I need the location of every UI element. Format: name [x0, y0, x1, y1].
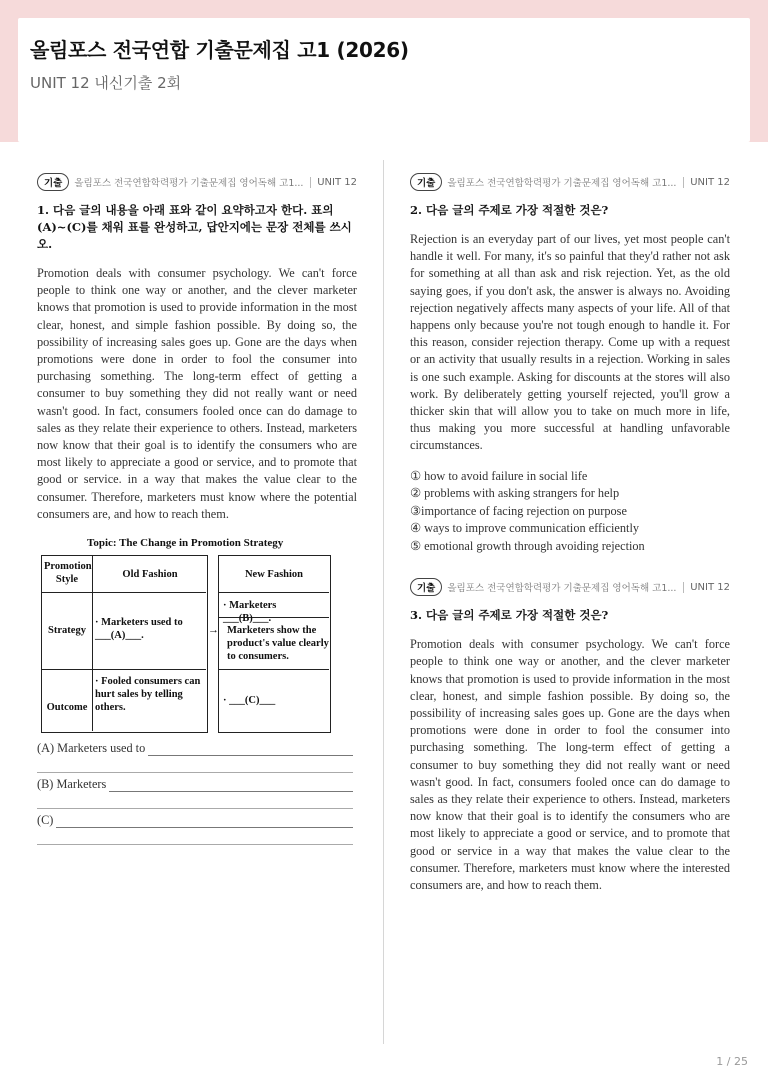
answer-extra-line[interactable] [37, 756, 353, 773]
question-unit: UNIT 12 [683, 177, 730, 188]
arrow-icon: → [208, 624, 219, 637]
answer-extra-line[interactable] [37, 828, 353, 845]
row-outcome-label: Outcome [46, 702, 88, 714]
answer-blank-b[interactable] [109, 780, 353, 792]
answer-blank-c[interactable] [56, 816, 353, 828]
answer-line-a[interactable] [37, 739, 357, 756]
new-strategy-cell: Marketers show the product's value clearly to consumers. [227, 625, 329, 663]
question-source: 올림포스 전국연합학력평가 기출문제집 영어독해 고1... [447, 583, 677, 595]
source-badge: 기출 [37, 173, 69, 191]
header-old-fashion: Old Fashion [122, 569, 178, 581]
answer-label-b: (B) Marketers [37, 777, 107, 792]
answer-label-a: (A) Marketers used to [37, 741, 146, 756]
old-fashion-table [41, 555, 208, 733]
question-header [410, 577, 730, 597]
page-number: 1 / 25 [716, 1055, 748, 1068]
old-outcome-cell: · Fooled consumers can hurt sales by telling others. [95, 676, 201, 714]
document-title: 올림포스 전국연합 기출문제집 고1 (2026) [30, 38, 409, 62]
figure-topic: Topic: The Change in Promotion Strategy [87, 537, 284, 550]
row-strategy-label: Strategy [48, 625, 86, 637]
right-column [410, 172, 730, 894]
choice-4[interactable]: ④ ways to improve communication efficiently [410, 521, 640, 536]
source-badge: 기출 [410, 578, 442, 596]
answer-area [37, 739, 357, 845]
choice-2[interactable]: ② problems with asking strangers for help [410, 486, 620, 501]
choice-1[interactable]: ① how to avoid failure in social life [410, 468, 588, 483]
new-outcome-cell: · ___(C)___ [223, 695, 276, 707]
answer-label-c: (C) [37, 813, 54, 828]
column-divider [383, 160, 384, 1044]
choice-5[interactable]: ⑤ emotional growth through avoiding rejection [410, 538, 645, 553]
question-source: 올림포스 전국연합학력평가 기출문제집 영어독해 고1... [74, 178, 304, 189]
source-badge: 기출 [410, 173, 442, 191]
question-header [410, 172, 730, 192]
choice-3[interactable]: ③importance of facing rejection on purpose [410, 503, 627, 518]
question-passage: Promotion deals with consumer psychology. We can't force people to think one way or another, and the clever marketer knows that promotion is used to provide information in the most clear, honest, and simple fashion possible. By doing so, the possibility of increasing sales goes up. Gone are the days when promotions were done in order to fool the consumer into purchasing something. The long-term effect of getting a consumer to buy something they did not really want or need wasn't good. In fact, consumers fooled once can do damage to sales as they relate their experience to others. Instead, marketers now know that their goal is to identify the consumers who are most likely to appreciate a good or service, and to promote that good or service in a way that makes the value clear to the consumer. Therefore, marketers must know where the interested consumers are, and how to reach them. [410, 637, 730, 892]
answer-line-c[interactable] [37, 811, 357, 828]
left-column [37, 172, 357, 845]
answer-line-b[interactable] [37, 775, 357, 792]
question-source: 올림포스 전국연합학력평가 기출문제집 영어독해 고1... [447, 178, 677, 189]
question-title: 1. 다음 글의 내용을 아래 표와 같이 요약하고자 한다. 표의 (A)~(C)를 채워 표를 완성하고, 답안지에는 문장 전체를 쓰시오. [37, 203, 352, 251]
new-fashion-table [218, 555, 331, 733]
answer-choices [410, 468, 730, 556]
question-header [37, 172, 357, 192]
question-title: 3. 다음 글의 주제로 가장 적절한 것은? [410, 608, 609, 623]
question-unit: UNIT 12 [310, 177, 357, 188]
question-passage: Rejection is an everyday part of our lives, yet most people can't handle it well. For many, it's so painful that they'd rather not ask for something at all than ask and risk rejection. Yet, as the old saying goes, if you don't ask, the answer is always no. Avoiding rejection negatively affects many aspects of your life. All of that happens only because you're not tough enough to handle it. For this reason, consider rejection therapy. Come up with a request or an activity that usually results in a rejection. Working in sales is one such example. Asking for discounts at the stores will also work. By deliberately getting yourself rejected, you'll grow a thicker skin that will allow you to take on much more in life, thus making you more successful at handling unfavorable circumstances. [410, 232, 730, 453]
header-promotion-style: Promotion Style [44, 561, 92, 586]
old-strategy-cell: · Marketers used to ___(A)___. [95, 617, 183, 642]
header-new-fashion: New Fashion [244, 569, 304, 581]
question-unit: UNIT 12 [683, 582, 730, 593]
new-strategy-cell-b: · Marketers ___(B)___. [223, 600, 277, 625]
question-passage: Promotion deals with consumer psychology. We can't force people to think one way or another, and the clever marketer knows that promotion is used to provide information in the most clear, honest, and simple fashion possible. By doing so, the possibility of increasing sales goes up. Gone are the days when promotions were done in order to fool the consumer into purchasing something. The long-term effect of getting a consumer to buy something they did not really want or need wasn't good. In fact, consumers fooled once can do damage to sales as they relate their experience to others. Instead, marketers now know that their goal is to identify the consumers who are most likely to appreciate a good or service, and to promote that good or service. in a way that makes the value clear to the consumer. Therefore, marketers must know where the potential consumers are, and how to reach them. [37, 266, 357, 521]
answer-blank-a[interactable] [148, 744, 353, 756]
summary-table-figure [37, 537, 341, 737]
question-title: 2. 다음 글의 주제로 가장 적절한 것은? [410, 203, 609, 217]
answer-extra-line[interactable] [37, 792, 353, 809]
document-subtitle: UNIT 12 내신기출 2회 [30, 74, 182, 92]
